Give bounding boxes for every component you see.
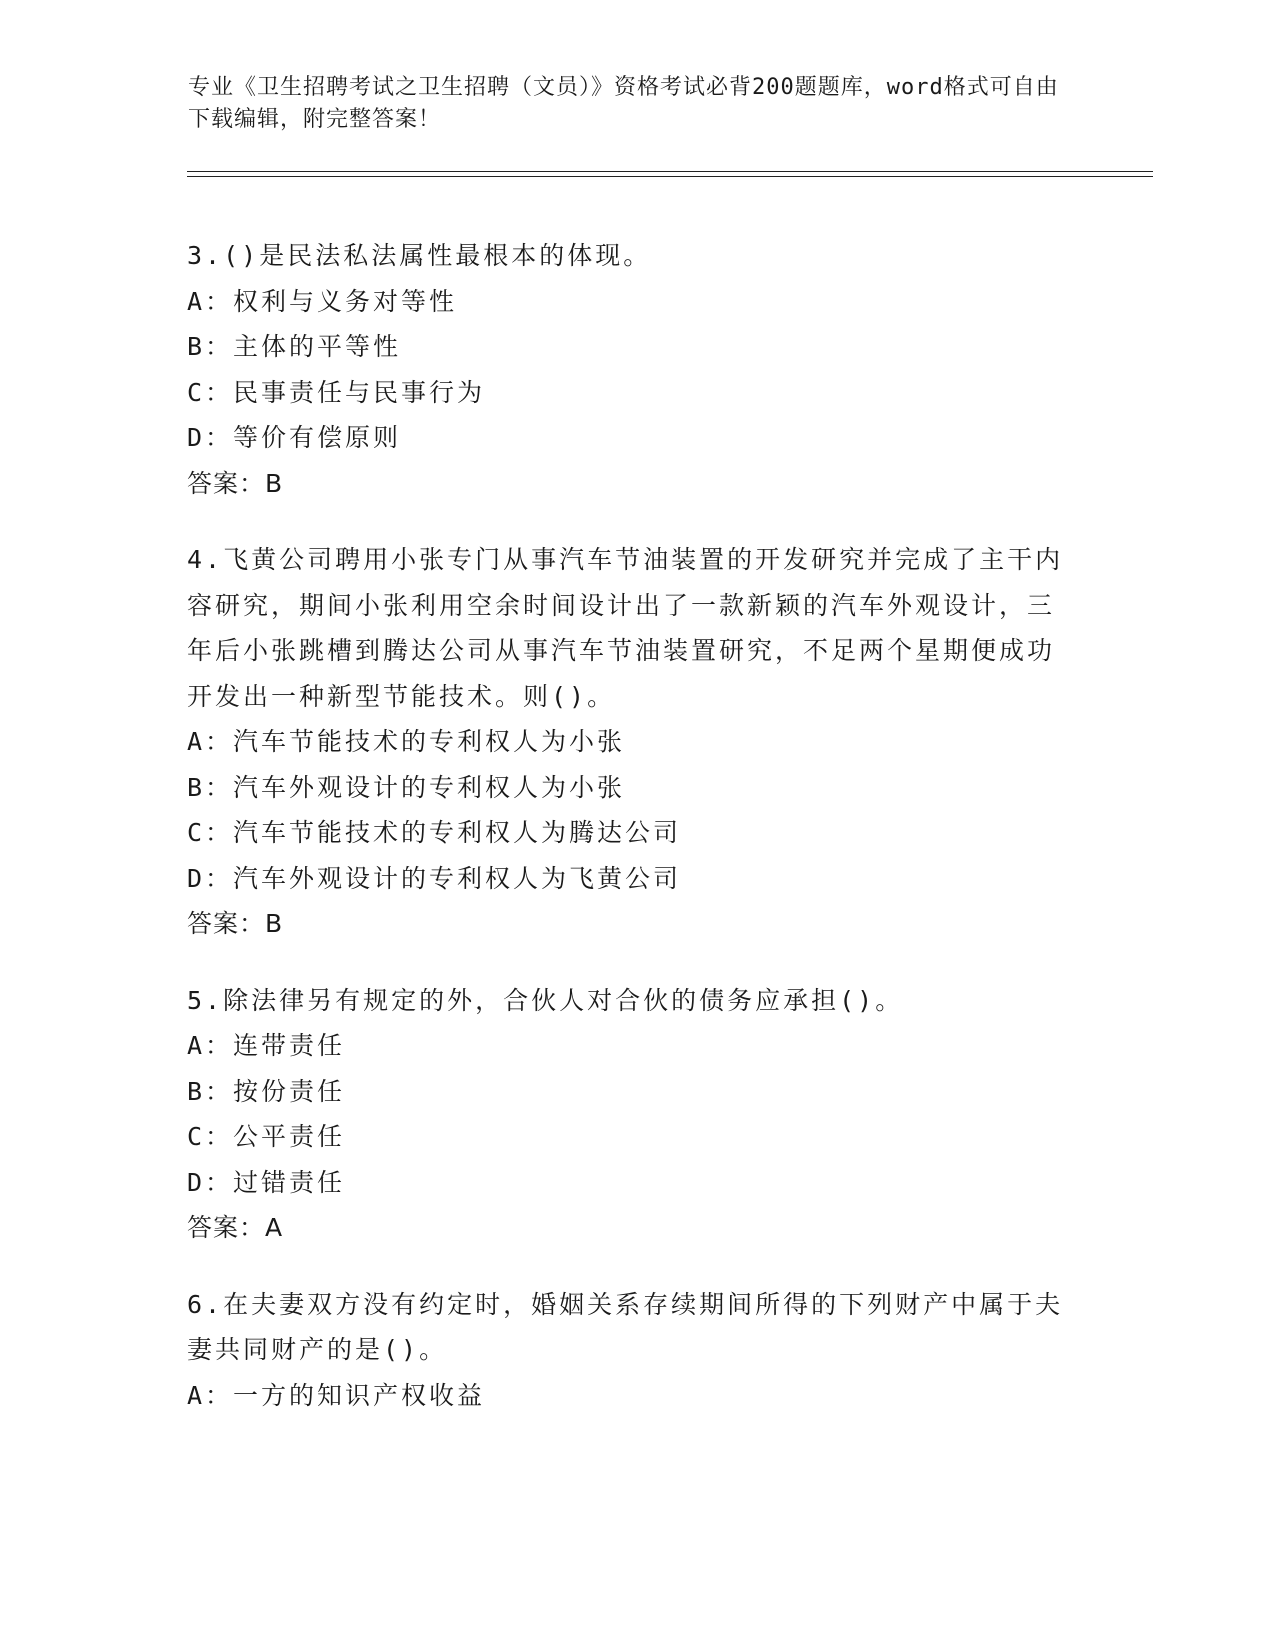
question-list bbox=[187, 233, 1067, 1449]
option-b: B：按份责任 bbox=[187, 1076, 346, 1106]
question-3 bbox=[187, 233, 1067, 506]
question-6 bbox=[187, 1282, 1067, 1419]
question-4 bbox=[187, 537, 1067, 947]
option-c: C：民事责任与民事行为 bbox=[187, 377, 486, 407]
option-c: C：公平责任 bbox=[187, 1122, 346, 1151]
answer: 答案：B bbox=[187, 468, 284, 498]
option-b: B：汽车外观设计的专利权人为小张 bbox=[187, 772, 626, 802]
header-rule-top bbox=[187, 171, 1153, 172]
question-text: 4.飞黄公司聘用小张专门从事汽车节油装置的开发研究并完成了主干内容研究，期间小张利用空余时间设计出了一款新颖的汽车外观设计，三年后小张跳槽到腾达公司从事汽车节油装置研究，不足两个星期便成功开发出一种新型节能技术。则()。 bbox=[187, 545, 1064, 711]
question-text: 5.除法律另有规定的外，合伙人对合伙的债务应承担()。 bbox=[187, 985, 904, 1015]
option-a: A：汽车节能技术的专利权人为小张 bbox=[187, 727, 626, 756]
option-d: D：汽车外观设计的专利权人为飞黄公司 bbox=[187, 863, 682, 893]
option-c: C：汽车节能技术的专利权人为腾达公司 bbox=[187, 818, 682, 847]
answer: 答案：A bbox=[187, 1213, 284, 1242]
option-d: D：等价有偿原则 bbox=[187, 423, 402, 452]
answer: 答案：B bbox=[187, 909, 284, 938]
question-text: 3.()是民法私法属性最根本的体现。 bbox=[187, 241, 652, 270]
option-a: A：权利与义务对等性 bbox=[187, 286, 458, 316]
option-b: B：主体的平等性 bbox=[187, 332, 402, 361]
option-a: A：连带责任 bbox=[187, 1031, 346, 1060]
question-5 bbox=[187, 978, 1067, 1251]
option-a: A：一方的知识产权收益 bbox=[187, 1380, 486, 1410]
header-rule-bottom bbox=[187, 176, 1153, 177]
question-text: 6.在夫妻双方没有约定时，婚姻关系存续期间所得的下列财产中属于夫妻共同财产的是()。 bbox=[187, 1289, 1064, 1364]
document-header: 专业《卫生招聘考试之卫生招聘（文员）》资格考试必背200题题库，word格式可自由下载编辑，附完整答案！ bbox=[188, 75, 1059, 132]
option-d: D：过错责任 bbox=[187, 1167, 346, 1197]
